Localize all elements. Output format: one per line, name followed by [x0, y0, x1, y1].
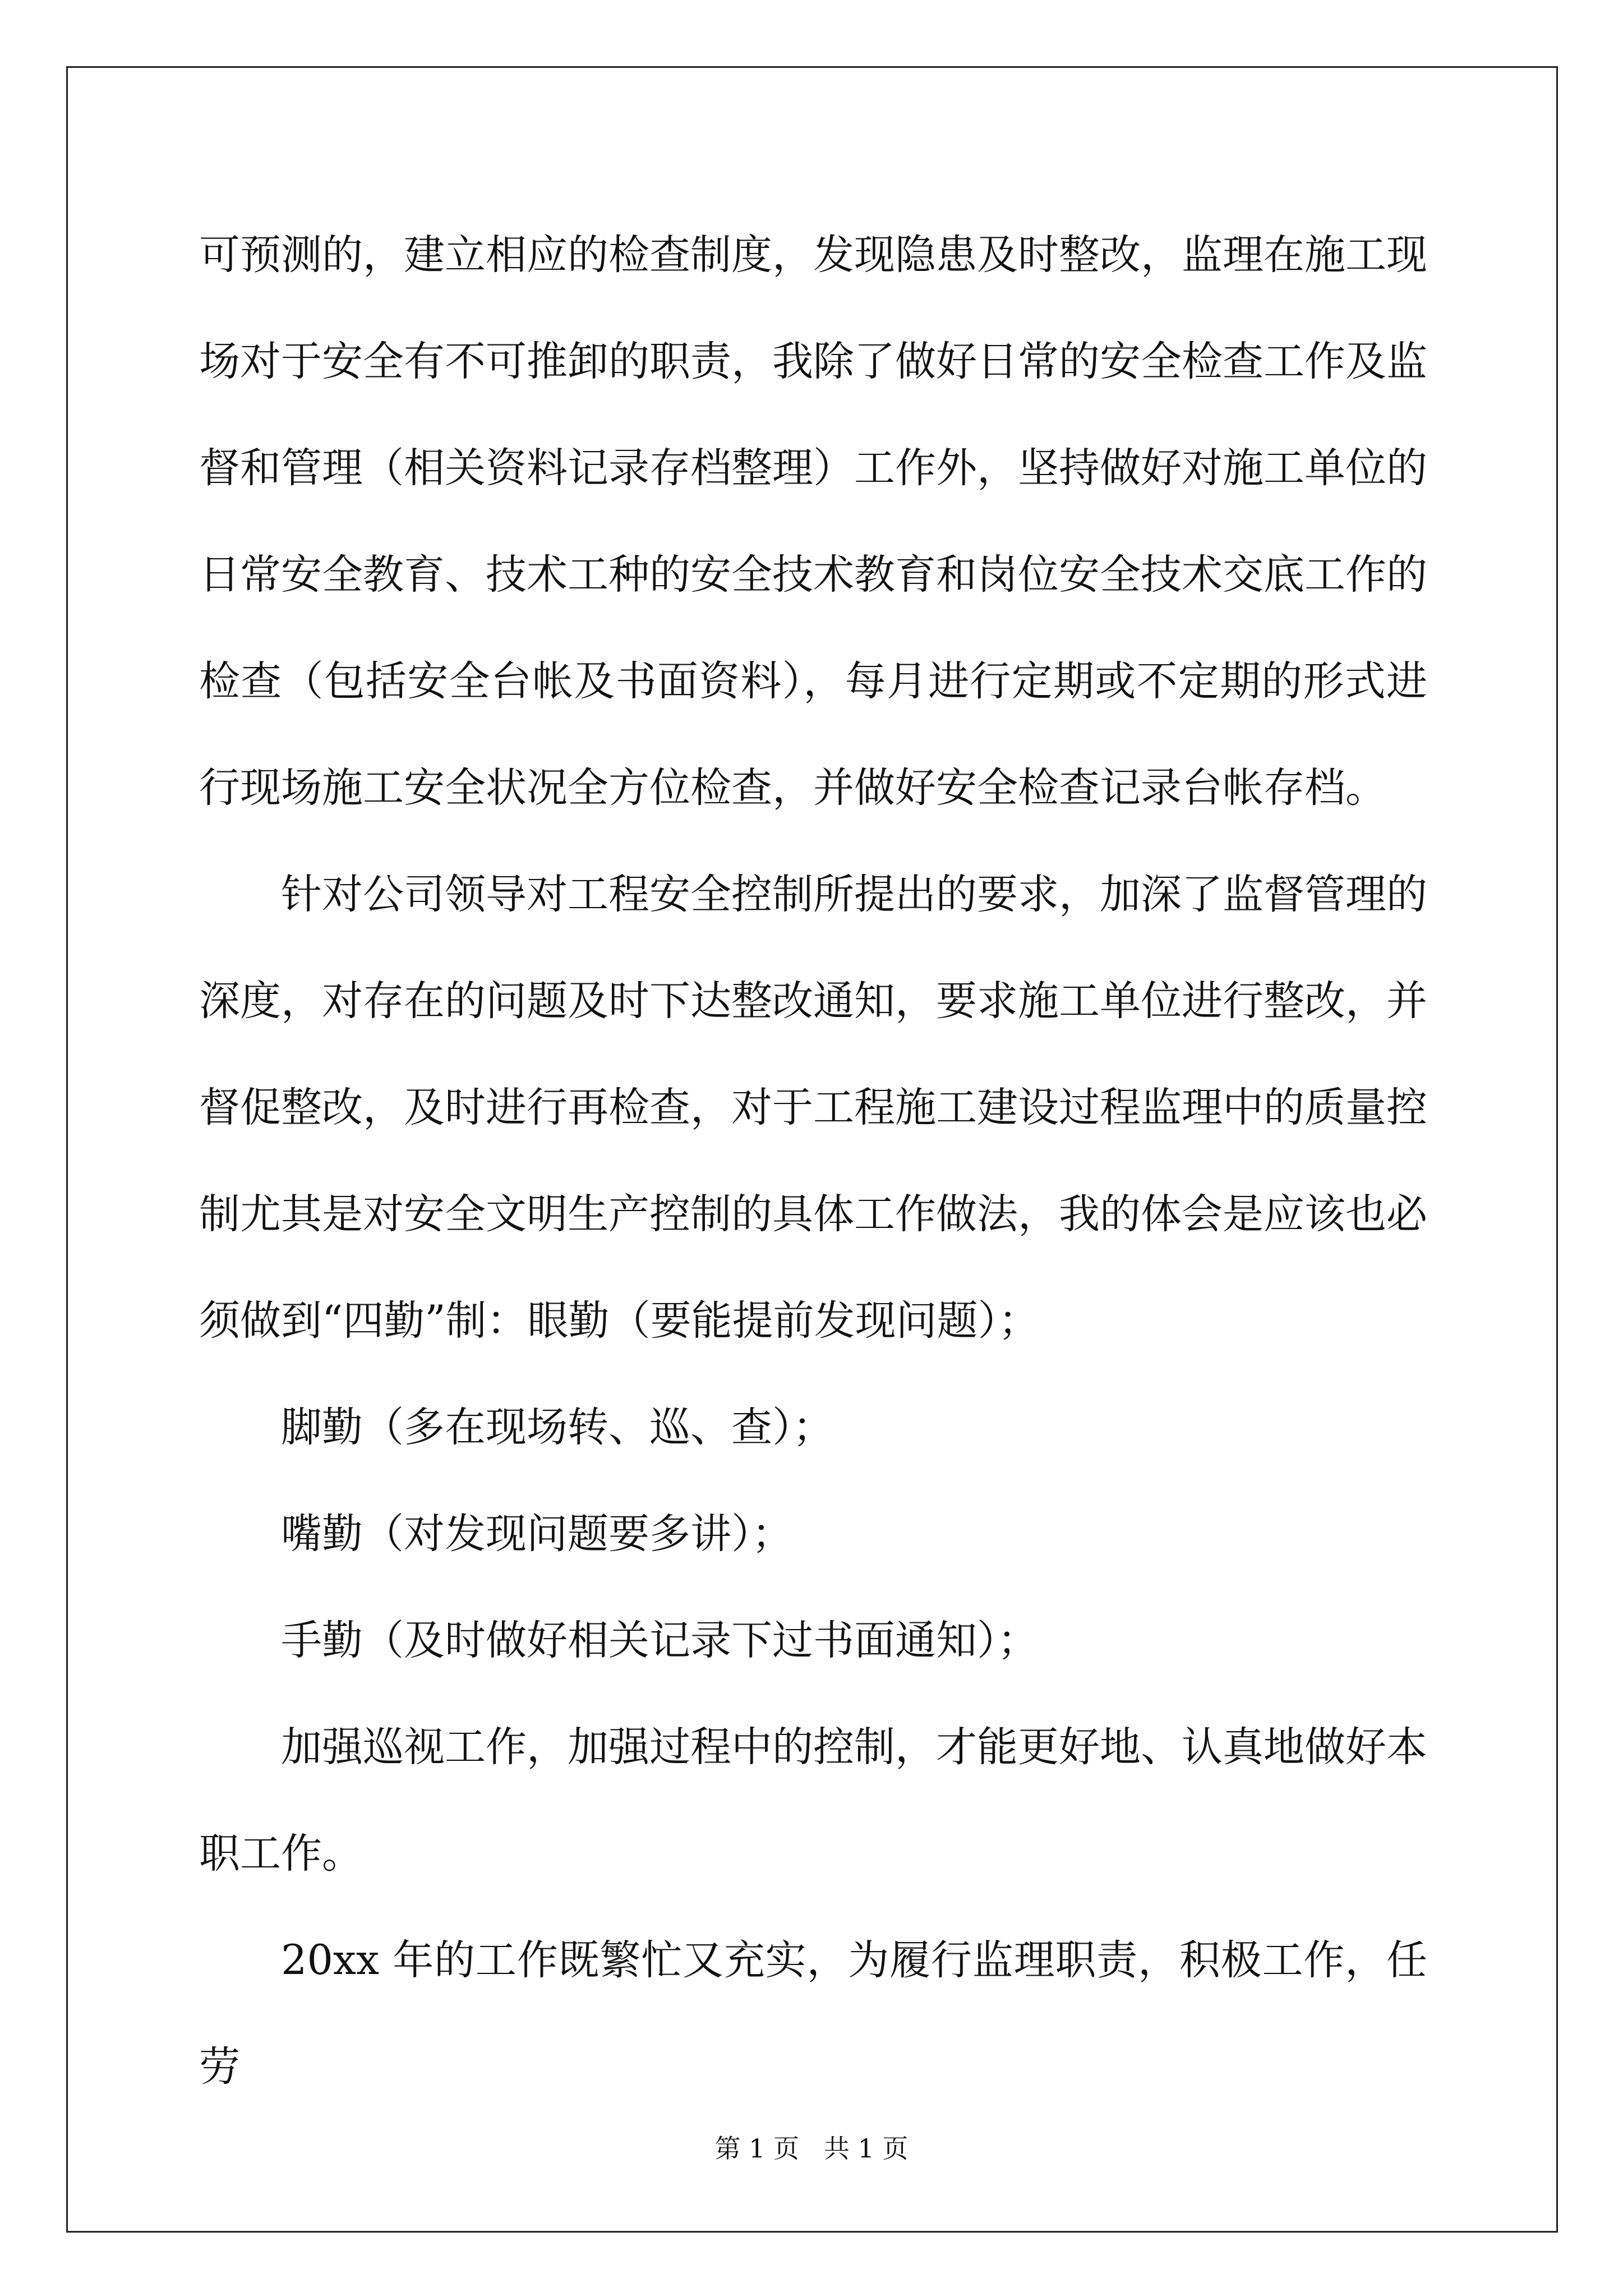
paragraph-3: 脚勤（多在现场转、巡、查）；	[281, 1404, 834, 1451]
paragraph-7: 20xx 年的工作既繁忙又充实，为履行监理职责，积极工作，任劳	[199, 1936, 1427, 2091]
page-number-footer: 第 1 页 共 1 页	[714, 2133, 909, 2164]
paragraph-6: 加强巡视工作，加强过程中的控制，才能更好地、认真地做好本职工作。	[199, 1723, 1427, 1878]
paragraph-2: 针对公司领导对工程安全控制所提出的要求，加深了监督管理的深度，对存在的问题及时下达整改通知，要求施工单位进行整改，并督促整改，及时进行再检查，对于工程施工建设过程监理中的质量控制尤其是对安全文明生产控制的具体工作做法，我的体会是应该也必须做到“四勤”制：眼勤（要能提前发现问题）；	[199, 871, 1427, 1345]
paragraph-4: 嘴勤（对发现问题要多讲）；	[281, 1510, 793, 1558]
paragraph-5: 手勤（及时做好相关记录下过书面通知）；	[281, 1617, 1039, 1664]
paragraph-1: 可预测的，建立相应的检查制度，发现隐患及时整改，监理在施工现场对于安全有不可推卸的职责，我除了做好日常的安全检查工作及监督和管理（相关资料记录存档整理）工作外，坚持做好对施工单位的日常安全教育、技术工种的安全技术教育和岗位安全技术交底工作的检查（包括安全台帐及书面资料），每月进行定期或不定期的形式进行现场施工安全状况全方位检查，并做好安全检查记录台帐存档。	[199, 231, 1427, 812]
document-body	[199, 202, 1427, 2120]
